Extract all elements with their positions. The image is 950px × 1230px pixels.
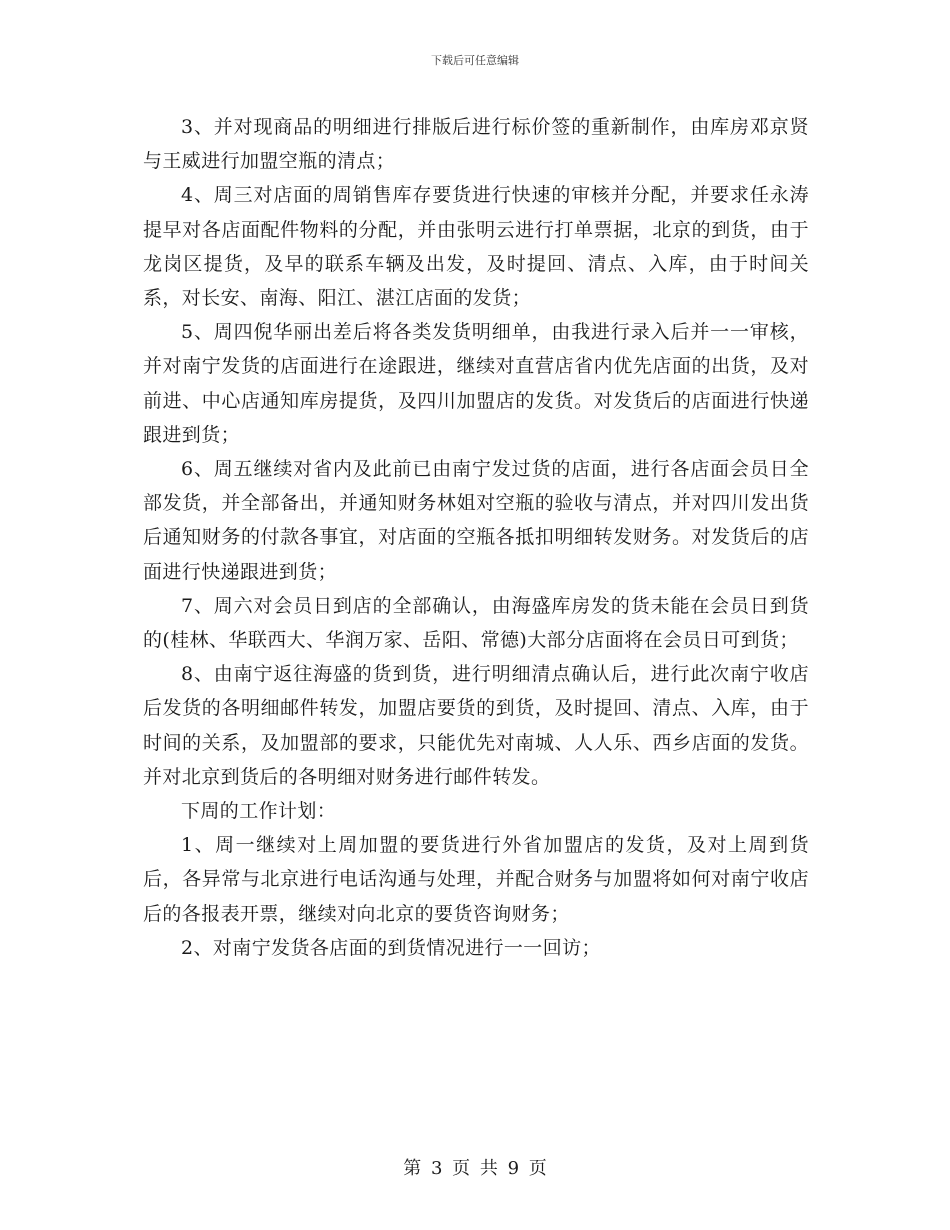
page-number: 第 3 页 共 9 页 <box>403 1158 547 1179</box>
document-body <box>143 110 809 965</box>
paragraph-4: 4、周三对店面的周销售库存要货进行快速的审核并分配，并要求任永涛提早对各店面配件物料的分配，并由张明云进行打单票据，北京的到货，由于龙岗区提货，及早的联系车辆及出发，及时提回、清点、入库，由于时间关系，对长安、南海、阳江、湛江店面的发货； <box>143 184 809 310</box>
next-week-plan-heading: 下周的工作计划： <box>181 800 337 823</box>
page-header: 下载后可任意编辑 <box>431 54 519 67</box>
paragraph-3: 3、并对现商品的明细进行排版后进行标价签的重新制作，由库房邓京贤与王威进行加盟空瓶的清点； <box>143 116 809 173</box>
plan-item-1: 1、周一继续对上周加盟的要货进行外省加盟店的发货，及对上周到货后，各异常与北京进行电话沟通与处理，并配合财务与加盟将如何对南宁收店后的各报表开票，继续对向北京的要货咨询财务； <box>143 834 809 925</box>
paragraph-5: 5、周四倪华丽出差后将各类发货明细单，由我进行录入后并一一审核，并对南宁发货的店面进行在途跟进，继续对直营店省内优先店面的出货，及对前进、中心店通知库房提货，及四川加盟店的发货。对发货后的店面进行快递跟进到货； <box>143 321 809 446</box>
plan-item-2: 2、对南宁发货各店面的到货情况进行一一回访； <box>181 936 601 959</box>
paragraph-6: 6、周五继续对省内及此前已由南宁发过货的店面，进行各店面会员日全部发货，并全部备出，并通知财务林姐对空瓶的验收与清点，并对四川发出货后通知财务的付款各事宜，对店面的空瓶各抵扣明细转发财务。对发货后的店面进行快递跟进到货； <box>143 458 809 583</box>
paragraph-7: 7、周六对会员日到店的全部确认，由海盛库房发的货未能在会员日到货的(桂林、华联西大、华润万家、岳阳、常德)大部分店面将在会员日可到货； <box>143 594 809 652</box>
paragraph-8: 8、由南宁返往海盛的货到货，进行明细清点确认后，进行此次南宁收店后发货的各明细邮件转发，加盟店要货的到货，及时提回、清点、入库，由于时间的关系，及加盟部的要求，只能优先对南城、人人乐、西乡店面的发货。并对北京到货后的各明细对财务进行邮件转发。 <box>143 663 809 788</box>
